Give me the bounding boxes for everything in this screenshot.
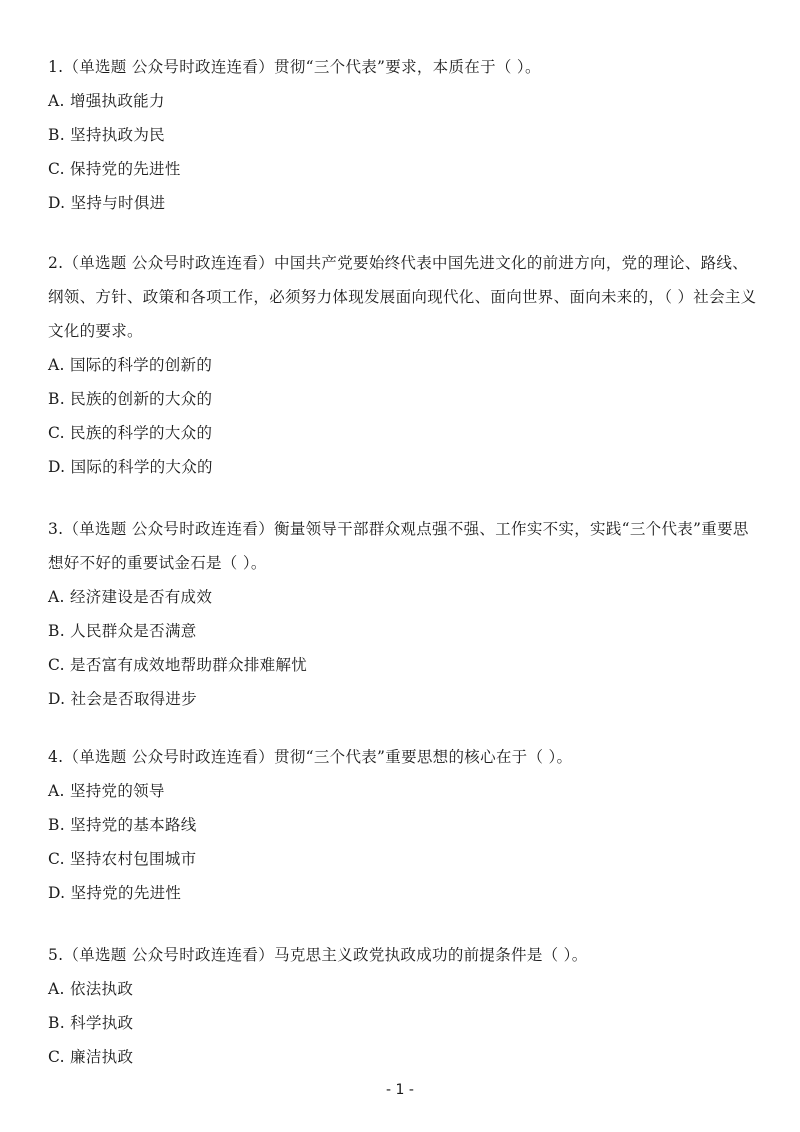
question-5-option-a: A. 依法执政	[48, 980, 134, 998]
question-3-option-a: A. 经济建设是否有成效	[48, 588, 213, 606]
question-2-option-b: B. 民族的创新的大众的	[48, 390, 213, 408]
question-2-option-d: D. 国际的科学的大众的	[48, 458, 213, 476]
question-4-stem: 4.（单选题 公众号时政连连看）贯彻“三个代表”重要思想的核心在于（ ）。	[48, 748, 573, 766]
question-1-option-b: B. 坚持执政为民	[48, 126, 165, 144]
page-number: - 1 -	[386, 1082, 414, 1098]
question-5-option-b: B. 科学执政	[48, 1014, 134, 1032]
question-1-option-d: D. 坚持与时俱进	[48, 194, 166, 212]
question-5-stem: 5.（单选题 公众号时政连连看）马克思主义政党执政成功的前提条件是（ ）。	[48, 946, 588, 964]
question-4	[48, 740, 760, 910]
question-3	[48, 512, 760, 716]
question-1-stem: 1.（单选题 公众号时政连连看）贯彻“三个代表”要求，本质在于（ ）。	[48, 58, 541, 76]
question-2-option-a: A. 国际的科学的创新的	[48, 356, 213, 374]
question-3-option-d: D. 社会是否取得进步	[48, 690, 198, 708]
question-3-stem: 3.（单选题 公众号时政连连看）衡量领导干部群众观点强不强、工作实不实，实践“三个代表”重要思想好不好的重要试金石是（ ）。	[48, 520, 749, 572]
question-1-option-a: A. 增强执政能力	[48, 92, 165, 110]
question-4-option-b: B. 坚持党的基本路线	[48, 816, 197, 834]
question-1-option-c: C. 保持党的先进性	[48, 160, 181, 178]
question-3-option-c: C. 是否富有成效地帮助群众排难解忧	[48, 656, 308, 674]
question-4-option-c: C. 坚持农村包围城市	[48, 850, 197, 868]
question-2-stem: 2.（单选题 公众号时政连连看）中国共产党要始终代表中国先进文化的前进方向，党的理论、路线、纲领、方针、政策和各项工作，必须努力体现发展面向现代化、面向世界、面向未来的，（ ）社会主义文化的要求。	[48, 254, 757, 340]
question-4-option-d: D. 坚持党的先进性	[48, 884, 182, 902]
question-4-option-a: A. 坚持党的领导	[48, 782, 165, 800]
question-1	[48, 50, 760, 220]
question-5-option-c: C. 廉洁执政	[48, 1048, 134, 1066]
question-5	[48, 938, 760, 1074]
question-3-option-b: B. 人民群众是否满意	[48, 622, 197, 640]
question-2	[48, 246, 760, 484]
question-2-option-c: C. 民族的科学的大众的	[48, 424, 213, 442]
